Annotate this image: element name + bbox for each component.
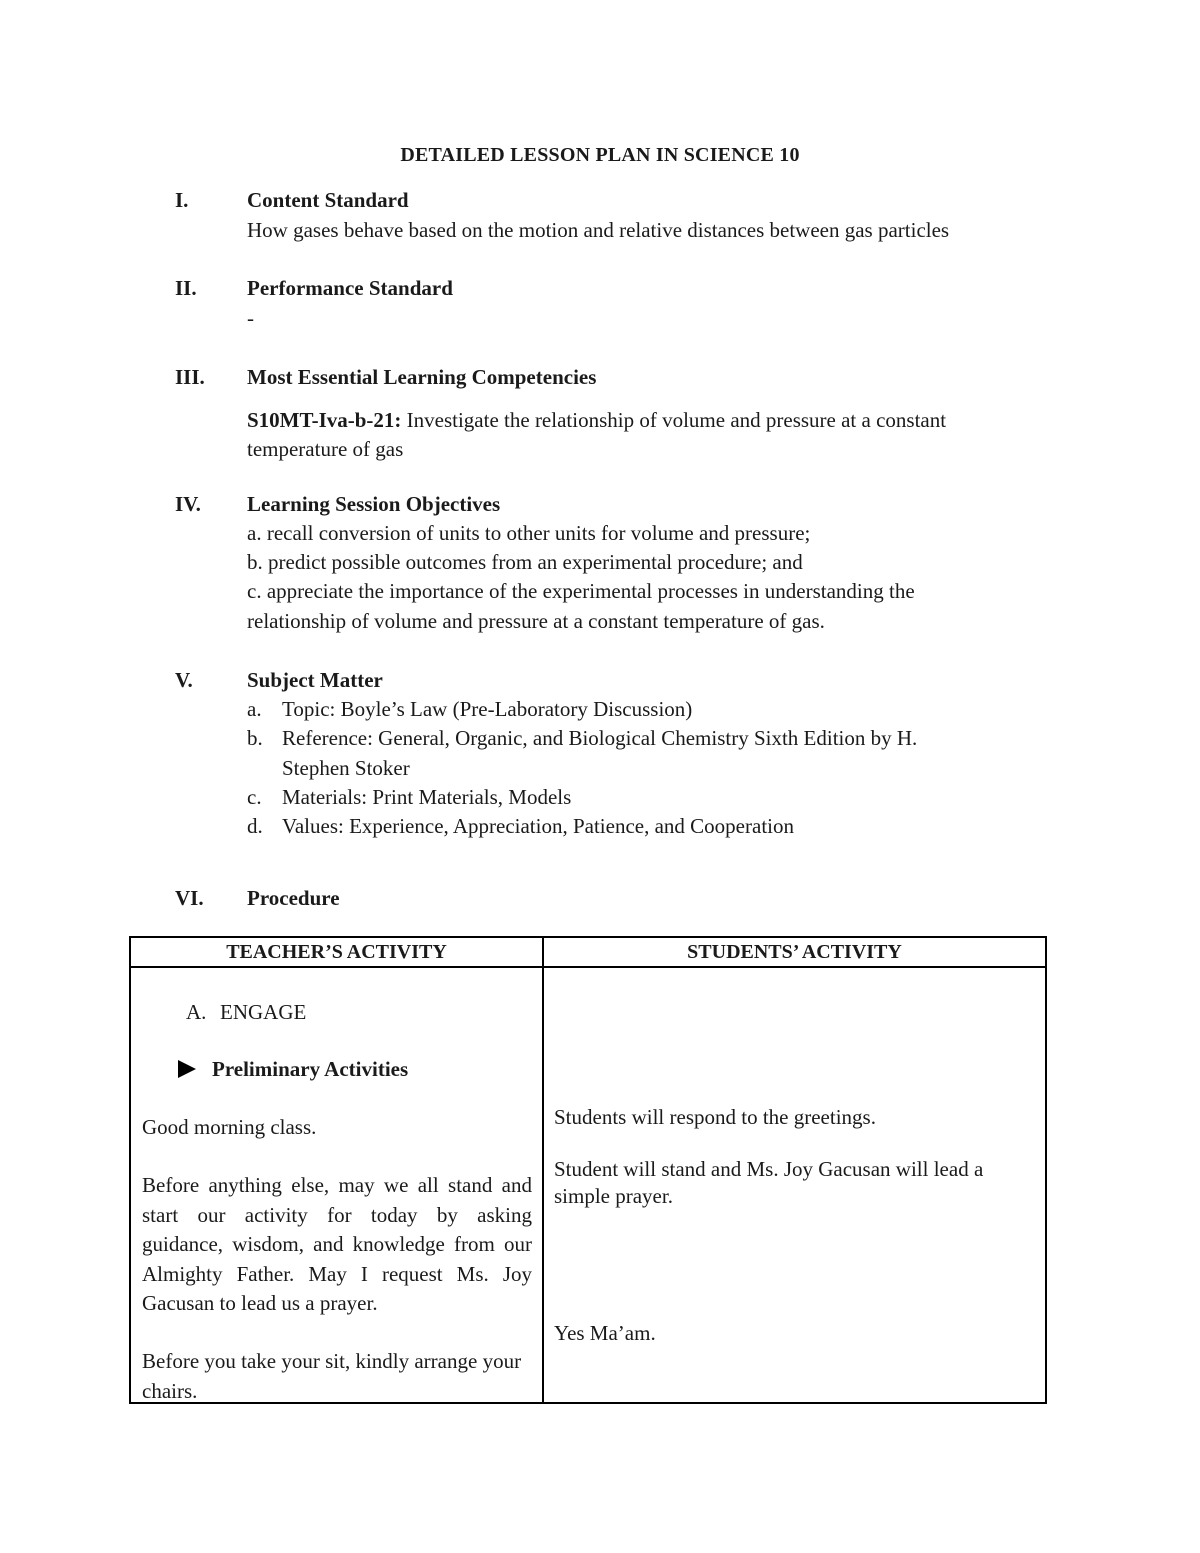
subject-item-letter: c. <box>247 785 262 809</box>
section-heading-subject-matter: Subject Matter <box>247 668 383 692</box>
preliminary-activities-heading: Preliminary Activities <box>212 1057 409 1081</box>
performance-standard-text: - <box>247 306 254 330</box>
subject-item-materials: Materials: Print Materials, Models <box>282 785 572 809</box>
content-standard-text: How gases behave based on the motion and relative distances between gas particles <box>247 218 950 242</box>
section-heading-objectives: Learning Session Objectives <box>247 492 501 516</box>
competency-line <box>247 408 946 433</box>
teacher-chairs: Before you take your sit, kindly arrange your chairs. <box>142 1349 522 1403</box>
section-numeral: VI. <box>175 886 204 910</box>
section-numeral: II. <box>175 276 197 300</box>
competency-text: Investigate the relationship of volume and pressure at a constant <box>401 408 947 432</box>
header-students-activity: STUDENTS’ ACTIVITY <box>687 941 902 963</box>
section-numeral: I. <box>175 188 189 212</box>
page-title: DETAILED LESSON PLAN IN SCIENCE 10 <box>400 144 800 166</box>
engage-letter: A. <box>186 1000 207 1024</box>
header-divider <box>131 966 1045 968</box>
objective-c-cont: relationship of volume and pressure at a constant temperature of gas. <box>247 609 825 633</box>
header-teacher-activity: TEACHER’S ACTIVITY <box>226 941 447 963</box>
section-numeral: V. <box>175 668 193 692</box>
subject-item-reference-cont: Stephen Stoker <box>282 756 410 780</box>
column-divider <box>542 938 544 1402</box>
competency-code: S10MT-Iva-b-21: <box>247 408 402 432</box>
students-prayer: Student will stand and Ms. Joy Gacusan will lead a simple prayer. <box>554 1157 984 1208</box>
students-greeting: Students will respond to the greetings. <box>554 1105 876 1129</box>
engage-heading: ENGAGE <box>220 1000 307 1024</box>
procedure-table <box>129 936 1047 1404</box>
students-chairs: Yes Ma’am. <box>554 1321 656 1345</box>
subject-item-letter: d. <box>247 814 263 838</box>
teacher-greeting: Good morning class. <box>142 1115 317 1139</box>
subject-item-reference: Reference: General, Organic, and Biological Chemistry Sixth Edition by H. <box>282 726 918 750</box>
subject-item-letter: a. <box>247 697 262 721</box>
subject-item-letter: b. <box>247 726 263 750</box>
subject-item-topic: Topic: Boyle’s Law (Pre-Laboratory Discussion) <box>282 697 693 721</box>
objective-b: b. predict possible outcomes from an experimental procedure; and <box>247 550 803 574</box>
section-numeral: IV. <box>175 492 201 516</box>
section-heading-content-standard: Content Standard <box>247 188 409 212</box>
arrow-bullet-icon <box>178 1060 196 1078</box>
section-numeral: III. <box>175 365 205 389</box>
section-heading-performance-standard: Performance Standard <box>247 276 453 300</box>
subject-item-values: Values: Experience, Appreciation, Patience, and Cooperation <box>282 814 794 838</box>
objective-c: c. appreciate the importance of the experimental processes in understanding the <box>247 579 915 603</box>
objective-a: a. recall conversion of units to other units for volume and pressure; <box>247 521 811 545</box>
competency-text-cont: temperature of gas <box>247 437 404 461</box>
section-heading-competencies: Most Essential Learning Competencies <box>247 365 597 389</box>
section-heading-procedure: Procedure <box>247 886 340 910</box>
teacher-prayer: Before anything else, may we all stand and start our activity for today by asking guidance, wisdom, and knowledge from our Almighty Father. May I request Ms. Joy Gacusan to lead us a prayer. <box>142 1173 532 1315</box>
